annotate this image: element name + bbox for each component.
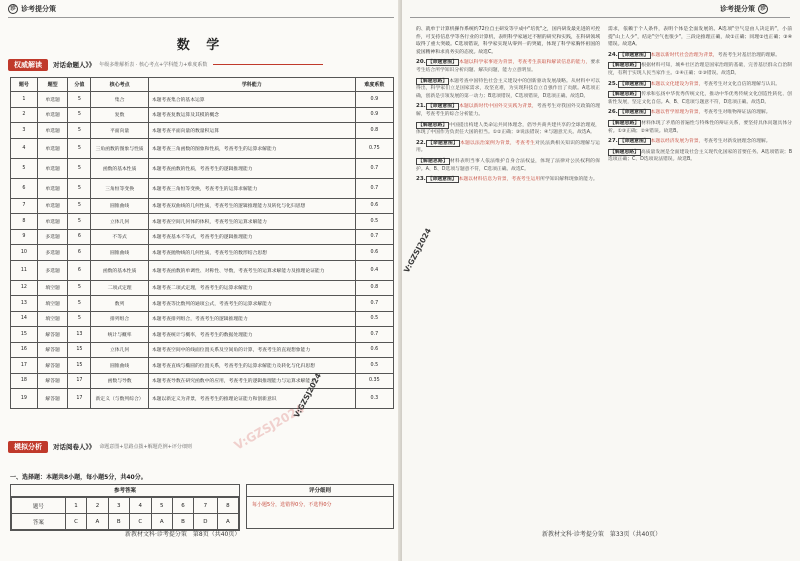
explanation-lead: 本题以新时代社会治理为背景，	[650, 52, 718, 58]
spec-table-row	[11, 214, 394, 230]
explanation-lead: 本题以科学家事迹为背景，考查考生获取和解读信息的能力，	[459, 60, 591, 66]
explanation-badge: 【解题思路】	[418, 78, 448, 84]
section-mock-bar	[8, 440, 192, 453]
answer-value: D	[194, 514, 217, 530]
spec-table-row	[11, 198, 394, 214]
spec-cell: 单选题	[37, 158, 68, 178]
spec-cell: 单选题	[37, 92, 68, 108]
explanation-block	[416, 158, 600, 173]
explanation-badge: 【命题意图】	[427, 60, 457, 66]
spec-cell: 本题考查统计与概率，考查考生的数据处理能力	[148, 327, 355, 343]
spec-header-cell: 核心考点	[91, 78, 148, 92]
spec-cell: 6	[11, 178, 38, 198]
explanation-badge: 【命题意图】	[427, 140, 458, 146]
explanation-body: 所学知识解释现象的能力。	[540, 177, 598, 183]
spec-header-cell: 学科能力	[148, 78, 355, 92]
spec-cell: 6	[68, 229, 91, 245]
explanation-badge: 【命题意图】	[619, 52, 649, 58]
question-number: 25.	[608, 80, 618, 87]
spec-cell: 2	[11, 107, 38, 123]
spec-cell: 函数的基本性质	[91, 158, 148, 178]
section-mock-tagline: 对话阅卷人》》	[53, 443, 96, 451]
answer-value: A	[151, 514, 172, 530]
explanation-block	[416, 122, 600, 137]
spec-cell: 0.9	[355, 107, 393, 123]
section-authority-tagline: 对话命题人》》	[53, 61, 96, 69]
explanation-body: 传承和弘扬中华优秀传统文化，推动中华优秀传统文化创造性转化、创新性发展，坚定文化自信。A、B、C选项与题意不符，D选项正确。故选D。	[608, 92, 792, 105]
spec-cell: 15	[68, 342, 91, 358]
spec-cell: 0.8	[355, 123, 393, 139]
spec-cell: 本题考查空间几何体的体积，考查考生的运算求解能力	[148, 214, 355, 230]
spec-cell: 不等式	[91, 229, 148, 245]
explanation-badge: 【命题意图】	[427, 104, 457, 110]
spec-cell: 立体几何	[91, 214, 148, 230]
explanation-badge: 【解题思路】	[610, 120, 640, 126]
explanation-body: 考查考生对我国外交政策的理解，考查考生的综合分析能力。	[416, 104, 600, 117]
explanation-block	[416, 176, 600, 184]
spec-table-row	[11, 389, 394, 409]
spec-cell: 5	[68, 138, 91, 158]
answer-box-head: 参考答案	[11, 485, 239, 497]
rubric-text: 每小题5分，选错得0分，不选得0分	[252, 502, 332, 508]
explanation-body: 考查考生对新发展理念的理解。	[703, 139, 771, 145]
explanation-body: 对民法典相关知识的理解与运用。	[416, 140, 600, 154]
right-column-2	[608, 26, 792, 165]
spec-cell: 数列	[91, 296, 148, 312]
section-authority-subtitle: 年级多维解析表 · 核心考点+学科能力+难度系数	[99, 62, 208, 68]
spec-cell: 本题考查直线与椭圆的位置关系，考查考生的运算求解能力及转化与化归思想	[148, 358, 355, 374]
explanation-lead: 本题以哲学原理为背景，	[650, 110, 704, 116]
answer-value: B	[108, 514, 129, 530]
spec-cell: 0.7	[355, 296, 393, 312]
spec-table-row	[11, 229, 394, 245]
answer-number: 3	[108, 498, 129, 514]
explanation-text: 的、就单于计算机操作系统约72位自主研发等字成中"培优"之，国内研发最先进的可控件，可支持信息学等各行业的计算机，表明科学家通过不断的研究和实践，在科研领域取得了重大突破。C选项错误，科学家实现从零到一的突破，体现了科学家胸怀祖国的爱国精神和求真务实的态度。故选C。	[416, 27, 600, 55]
spec-cell: 0.5	[355, 358, 393, 374]
explanation-block	[608, 120, 792, 135]
spec-table-row	[11, 245, 394, 261]
spec-cell: 解答题	[37, 342, 68, 358]
spec-cell: 解答题	[37, 358, 68, 374]
spec-cell: 单选题	[37, 214, 68, 230]
spec-table-row	[11, 358, 394, 374]
brand-logo-icon: 诊	[759, 5, 766, 12]
spec-cell: 13	[68, 327, 91, 343]
explanation-body: 高质量发展是全面建设社会主义现代化国家的首要任务。A选项错误；B选项正确；C、D选项说法错误。故选B。	[608, 149, 792, 163]
section-authority-bar	[8, 58, 323, 71]
explanation-body: 材料表明当事人依法维护自身合法权益，体现了法律对公民权利的保护。A、B、D选项与题意不符，C选项正确。故选C。	[416, 158, 600, 172]
spec-cell: 本题考查基本不等式，考查考生的逻辑推理能力	[148, 229, 355, 245]
spec-table-row	[11, 373, 394, 389]
explanation-badge: 【命题意图】	[619, 110, 649, 116]
explanation-body: 考查考生对基层治理的理解。	[717, 52, 781, 58]
answer-number: 2	[87, 498, 108, 514]
spec-cell: 19	[11, 389, 38, 409]
spec-cell: 3	[11, 123, 38, 139]
spec-cell: 多选题	[37, 245, 68, 261]
spec-cell: 10	[11, 245, 38, 261]
answer-number-row	[12, 498, 239, 514]
explanation-block	[608, 81, 792, 89]
spec-cell: 0.7	[355, 229, 393, 245]
spec-cell: 5	[68, 123, 91, 139]
spec-header-cell: 题型	[37, 78, 68, 92]
side-watermark-top: V:GZSJ2024	[402, 226, 434, 275]
explanation-lead: 本题以文化建设为背景，	[650, 81, 704, 87]
explanation-badge: 【解题思路】	[610, 92, 640, 98]
answer-value: B	[172, 514, 193, 530]
spec-header-cell: 题号	[11, 78, 38, 92]
explanation-badge: 【解题思路】	[418, 122, 448, 128]
spec-cell: 0.5	[355, 311, 393, 327]
spec-cell: 解答题	[37, 327, 68, 343]
explanation-badge: 【命题意图】	[619, 139, 649, 145]
spec-table-row	[11, 107, 394, 123]
spec-cell: 新定义（与数列综合）	[91, 389, 148, 409]
rubric-box	[246, 484, 394, 529]
spec-cell: 0.75	[355, 138, 393, 158]
spec-cell: 0.8	[355, 280, 393, 296]
spec-cell: 0.4	[355, 260, 393, 280]
explanation-lead: 本题以法治案例为背景，考查考生	[460, 140, 536, 146]
answer-row-label: 答案	[12, 514, 66, 530]
side-watermark-bottom: V:GZSJ2024	[292, 371, 324, 420]
explanation-badge: 【命题意图】	[427, 177, 457, 183]
right-brand-label: 诊考提分策	[720, 5, 755, 13]
spec-cell: 0.3	[355, 389, 393, 409]
explanation-body: 中国提出构建人类命运共同体理念，倡导共商共建共享的全球治理观，体现了中国作为负责任大国的担当。①②正确；③说法错误；④与题意无关。故选A。	[416, 122, 600, 136]
spec-cell: 本题考查复数运算及其模的概念	[148, 107, 355, 123]
spec-table-row	[11, 138, 394, 158]
spec-cell: 填空题	[37, 280, 68, 296]
section-mock-tag: 模拟分析	[8, 441, 48, 453]
spec-cell: 13	[11, 296, 38, 312]
explanation-body: 根据材料可知，城乡社区治理是国家治理的基础，完善基层群众自治制度，有利于实现人民当家作主。①④正确；②③错误。故选D。	[608, 63, 792, 76]
spec-cell: 15	[68, 358, 91, 374]
answer-value-row	[12, 514, 239, 530]
left-brand	[8, 4, 56, 14]
explanation-block	[608, 91, 792, 106]
spec-cell: 三角恒等变换	[91, 178, 148, 198]
answer-value: A	[87, 514, 108, 530]
spec-cell: 排列组合	[91, 311, 148, 327]
spec-cell: 5	[68, 198, 91, 214]
spec-cell: 4	[11, 138, 38, 158]
spec-cell: 三角函数的图象与性质	[91, 138, 148, 158]
spec-cell: 7	[11, 198, 38, 214]
brand-logo-icon: 诊	[9, 5, 16, 12]
spec-cell: 单选题	[37, 107, 68, 123]
left-brand-label: 诊考提分策	[21, 5, 56, 13]
spec-cell: 平面向量	[91, 123, 148, 139]
explanation-block	[608, 149, 792, 164]
explanation-block	[608, 138, 792, 146]
spec-table	[10, 77, 394, 409]
spec-cell: 单选题	[37, 123, 68, 139]
right-header-rule	[410, 17, 790, 18]
explanation-block	[608, 52, 792, 60]
spec-cell: 0.6	[355, 342, 393, 358]
spec-cell: 本题考查空间中的线面位置关系及空间角的计算，考查考生的直观想象能力	[148, 342, 355, 358]
spec-cell: 统计与概率	[91, 327, 148, 343]
spec-cell: 5	[68, 214, 91, 230]
section-divider	[213, 64, 323, 65]
spec-cell: 本题考查三角函数的图象和性质，考查考生的运算求解能力	[148, 138, 355, 158]
explanation-badge: 【解题思路】	[610, 149, 639, 155]
spec-cell: 多选题	[37, 260, 68, 280]
answer-number: 4	[129, 498, 151, 514]
spec-cell: 复数	[91, 107, 148, 123]
spec-cell: 本题考查排列组合，考查考生的逻辑推理能力	[148, 311, 355, 327]
spec-cell: 17	[68, 373, 91, 389]
spec-cell: 解答题	[37, 389, 68, 409]
spec-cell: 8	[11, 214, 38, 230]
spec-cell: 14	[11, 311, 38, 327]
spec-cell: 单选题	[37, 198, 68, 214]
spec-cell: 立体几何	[91, 342, 148, 358]
explanation-block	[608, 109, 792, 117]
spec-header-cell: 分值	[68, 78, 91, 92]
spec-cell: 0.9	[355, 92, 393, 108]
section-mock-subtitle: 命题意图+思路点拨+解题范例+评分细则	[99, 444, 192, 450]
spec-cell: 填空题	[37, 296, 68, 312]
question-number: 22.	[416, 139, 426, 146]
spec-cell: 单选题	[37, 138, 68, 158]
spec-cell: 二项式定理	[91, 280, 148, 296]
spec-cell: 多选题	[37, 229, 68, 245]
right-brand	[720, 4, 768, 14]
spec-table-row	[11, 158, 394, 178]
spec-cell: 圆锥曲线	[91, 358, 148, 374]
spec-table-body	[11, 92, 394, 409]
explanation-block	[416, 59, 600, 74]
page-title: 数 学	[176, 38, 226, 53]
spec-cell: 本题考查集合的基本运算	[148, 92, 355, 108]
question-number: 27.	[608, 138, 618, 145]
explanation-badge: 【命题意图】	[619, 81, 649, 87]
spec-table-row	[11, 178, 394, 198]
spec-cell: 0.6	[355, 198, 393, 214]
rubric-box-head: 评分细则	[247, 485, 393, 497]
spec-cell: 0.7	[355, 327, 393, 343]
spec-cell: 集合	[91, 92, 148, 108]
spec-cell: 0.7	[355, 178, 393, 198]
answer-value: A	[217, 514, 238, 530]
choice-section-title: 一、选择题：本题共8小题，每小题5分，共40分。	[10, 474, 147, 481]
spec-table-row	[11, 296, 394, 312]
left-watermark: V:GZSJ2024	[231, 401, 307, 453]
spec-cell: 圆锥曲线	[91, 198, 148, 214]
spec-cell: 5	[68, 280, 91, 296]
explanation-body: 考查考生对文化自信的理解与认识。	[703, 81, 781, 87]
explanation-body: 考查考生对唯物辩证法的理解。	[703, 110, 771, 116]
explanation-block	[416, 103, 600, 118]
spec-cell: 本题考查三角恒等变换，考查考生的运算求解能力	[148, 178, 355, 198]
spec-cell: 5	[68, 107, 91, 123]
spec-cell: 9	[11, 229, 38, 245]
explanation-body: 材料体现了矛盾的普遍性与特殊性的辩证关系，要坚持具体问题具体分析。①③正确；②④错误。故选B。	[608, 120, 792, 134]
spec-table-row	[11, 280, 394, 296]
spec-cell: 本题考查等比数列的通项公式，考查考生的运算求解能力	[148, 296, 355, 312]
spec-cell: 17	[11, 358, 38, 374]
answer-number: 8	[217, 498, 238, 514]
spec-cell: 函数的基本性质	[91, 260, 148, 280]
spec-cell: 函数与导数	[91, 373, 148, 389]
question-number: 26.	[608, 109, 618, 116]
spec-table-row	[11, 311, 394, 327]
spec-table-row	[11, 92, 394, 108]
explanation-badge: 【解题思路】	[610, 63, 640, 69]
spec-table-row	[11, 342, 394, 358]
spec-cell: 5	[68, 311, 91, 327]
spec-cell: 0.35	[355, 373, 393, 389]
spec-cell: 本题考查双曲线的几何性质，考查考生的逻辑推理能力及转化与化归思想	[148, 198, 355, 214]
spec-cell: 5	[68, 92, 91, 108]
spec-cell: 5	[68, 296, 91, 312]
spec-cell: 本题考查函数的单调性、对称性、导数，考查考生的运算求解能力及推理论证能力	[148, 260, 355, 280]
question-number: 23.	[416, 176, 426, 183]
question-number: 24.	[608, 51, 618, 58]
spec-table-row	[11, 260, 394, 280]
spec-cell: 6	[68, 260, 91, 280]
spec-cell: 16	[11, 342, 38, 358]
spec-cell: 本题以新定义为背景，考查考生的推理论证能力和创新意识	[148, 389, 355, 409]
spec-cell: 15	[11, 327, 38, 343]
spec-cell: 1	[11, 92, 38, 108]
spec-cell: 0.7	[355, 158, 393, 178]
answer-number: 1	[65, 498, 87, 514]
spec-cell: 5	[68, 158, 91, 178]
spec-cell: 5	[11, 158, 38, 178]
answer-row-label: 题号	[12, 498, 66, 514]
answer-value: C	[65, 514, 87, 530]
spec-cell: 12	[11, 280, 38, 296]
spec-cell: 本题考查平面向量的数量积运算	[148, 123, 355, 139]
spec-cell: 填空题	[37, 311, 68, 327]
explanation-lead: 本题以经济发展为背景，	[650, 139, 704, 145]
spec-cell: 本题考查二项式定理，考查考生的运算求解能力	[148, 280, 355, 296]
answer-number: 7	[194, 498, 217, 514]
left-footer: 新教材文科·诊考提分策 第8页（共40页）	[125, 531, 241, 538]
spec-cell: 18	[11, 373, 38, 389]
answer-table	[11, 497, 239, 530]
spec-cell: 圆锥曲线	[91, 245, 148, 261]
explanation-block	[416, 140, 600, 155]
spec-cell: 6	[68, 245, 91, 261]
explanation-lead: 本题以材料信息为背景，考查考生运用	[458, 177, 541, 183]
right-column-1	[416, 26, 600, 185]
spec-cell: 0.5	[355, 214, 393, 230]
left-header-rule	[8, 17, 394, 18]
answer-number: 6	[172, 498, 193, 514]
right-footer: 新教材文科·诊考提分策 第33页（共40页）	[542, 531, 662, 538]
spec-cell: 0.6	[355, 245, 393, 261]
spec-table-row	[11, 123, 394, 139]
answer-box	[10, 484, 240, 531]
answer-value: C	[129, 514, 151, 530]
spec-cell: 17	[68, 389, 91, 409]
spec-cell: 本题考查函数的性质，考查考生的逻辑推理能力	[148, 158, 355, 178]
spec-table-header	[11, 78, 394, 92]
spec-header-cell: 难度系数	[355, 78, 393, 92]
explanation-text: 需求，依赖于个人条件，表明个体是全面发展的。A选项"空气是由人决定的"，小前提"山上人少"，结论"空气也很少"，三段论推理正确，故①正确；同理②也正确；③④错误。故选A。	[608, 27, 792, 48]
spec-cell: 单选题	[37, 178, 68, 198]
explanation-block	[608, 62, 792, 77]
question-number: 20.	[416, 59, 426, 66]
explanation-body: 要求考生结合所学知识分析问题、解决问题，能力立意明显。	[416, 60, 600, 73]
spec-cell: 11	[11, 260, 38, 280]
spec-table-row	[11, 327, 394, 343]
spec-cell: 本题考查导数在研究函数中的应用，考查考生的逻辑推理能力与运算求解能力	[148, 373, 355, 389]
explanation-block	[416, 78, 600, 101]
answer-number: 5	[151, 498, 172, 514]
spec-cell: 本题考查抛物线的几何性质，考查考生的数形结合思想	[148, 245, 355, 261]
spec-cell: 5	[68, 178, 91, 198]
explanation-lead: 本题以新时代中国外交实践为背景，	[459, 104, 537, 110]
section-authority-tag: 权威解读	[8, 59, 48, 71]
explanation-badge: 【解题思路】	[418, 158, 449, 164]
spec-cell: 解答题	[37, 373, 68, 389]
question-number: 21.	[416, 103, 426, 110]
explanation-body: 本题考查中国特色社会主义建设中的创新驱动发展战略。从材料中可以得出，科学家们立足国家需求，攻坚克难，为实现科技自立自强作出了贡献。A选项正确，创新是引领发展的第一动力；B选项错误，C选项错误，D选项正确。故选D。	[416, 78, 600, 99]
